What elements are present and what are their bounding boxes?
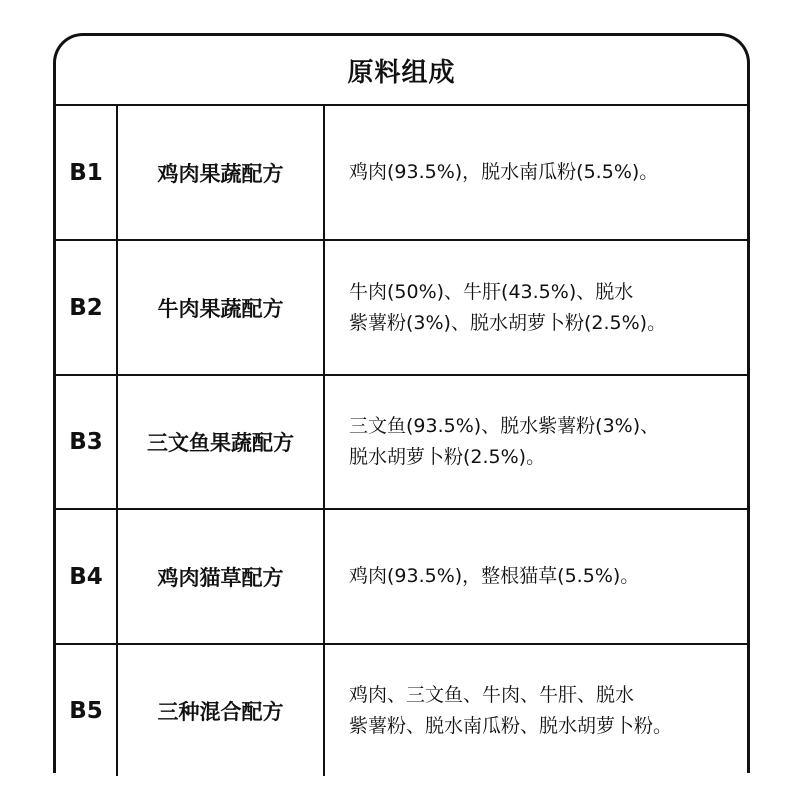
- ingredients-line: 鸡肉(93.5%)，整根猫草(5.5%)。: [349, 565, 640, 587]
- ingredients-line: 脱水胡萝卜粉(2.5%)。: [349, 446, 546, 468]
- ingredients-line: 鸡肉、三文鱼、牛肉、牛肝、脱水: [349, 683, 635, 706]
- recipe-code: B4: [69, 563, 103, 590]
- ingredients-line: 牛肉(50%)、牛肝(43.5%)、脱水: [349, 280, 634, 303]
- recipe-ingredients: [325, 241, 747, 374]
- table-row: [56, 376, 747, 508]
- recipe-ingredients: [325, 376, 747, 508]
- recipe-name: 鸡肉猫草配方: [157, 565, 284, 590]
- recipe-code: B5: [69, 697, 103, 724]
- ingredients-line: 三文鱼(93.5%)、脱水紫薯粉(3%)、: [349, 415, 660, 437]
- recipe-code: B1: [69, 159, 103, 186]
- ingredients-line: 鸡肉(93.5%)，脱水南瓜粉(5.5%)。: [349, 161, 659, 183]
- ingredients-table: [53, 33, 750, 773]
- table-row: [56, 241, 747, 374]
- table-row: [56, 645, 747, 776]
- table-title: 原料组成: [347, 57, 456, 88]
- recipe-code: B2: [69, 294, 103, 321]
- ingredients-line: 紫薯粉(3%)、脱水胡萝卜粉(2.5%)。: [349, 311, 667, 334]
- recipe-name: 牛肉果蔬配方: [157, 296, 284, 321]
- table-row: [56, 510, 747, 643]
- recipe-code: B3: [69, 429, 103, 455]
- ingredients-line: 紫薯粉、脱水南瓜粉、脱水胡萝卜粉。: [349, 714, 673, 737]
- recipe-ingredients: [325, 645, 747, 776]
- recipe-name: 三文鱼果蔬配方: [147, 431, 294, 455]
- recipe-name: 三种混合配方: [157, 699, 284, 724]
- recipe-name: 鸡肉果蔬配方: [157, 161, 284, 186]
- recipe-ingredients: [325, 106, 747, 239]
- table-row: [56, 106, 747, 239]
- recipe-ingredients: [325, 510, 747, 643]
